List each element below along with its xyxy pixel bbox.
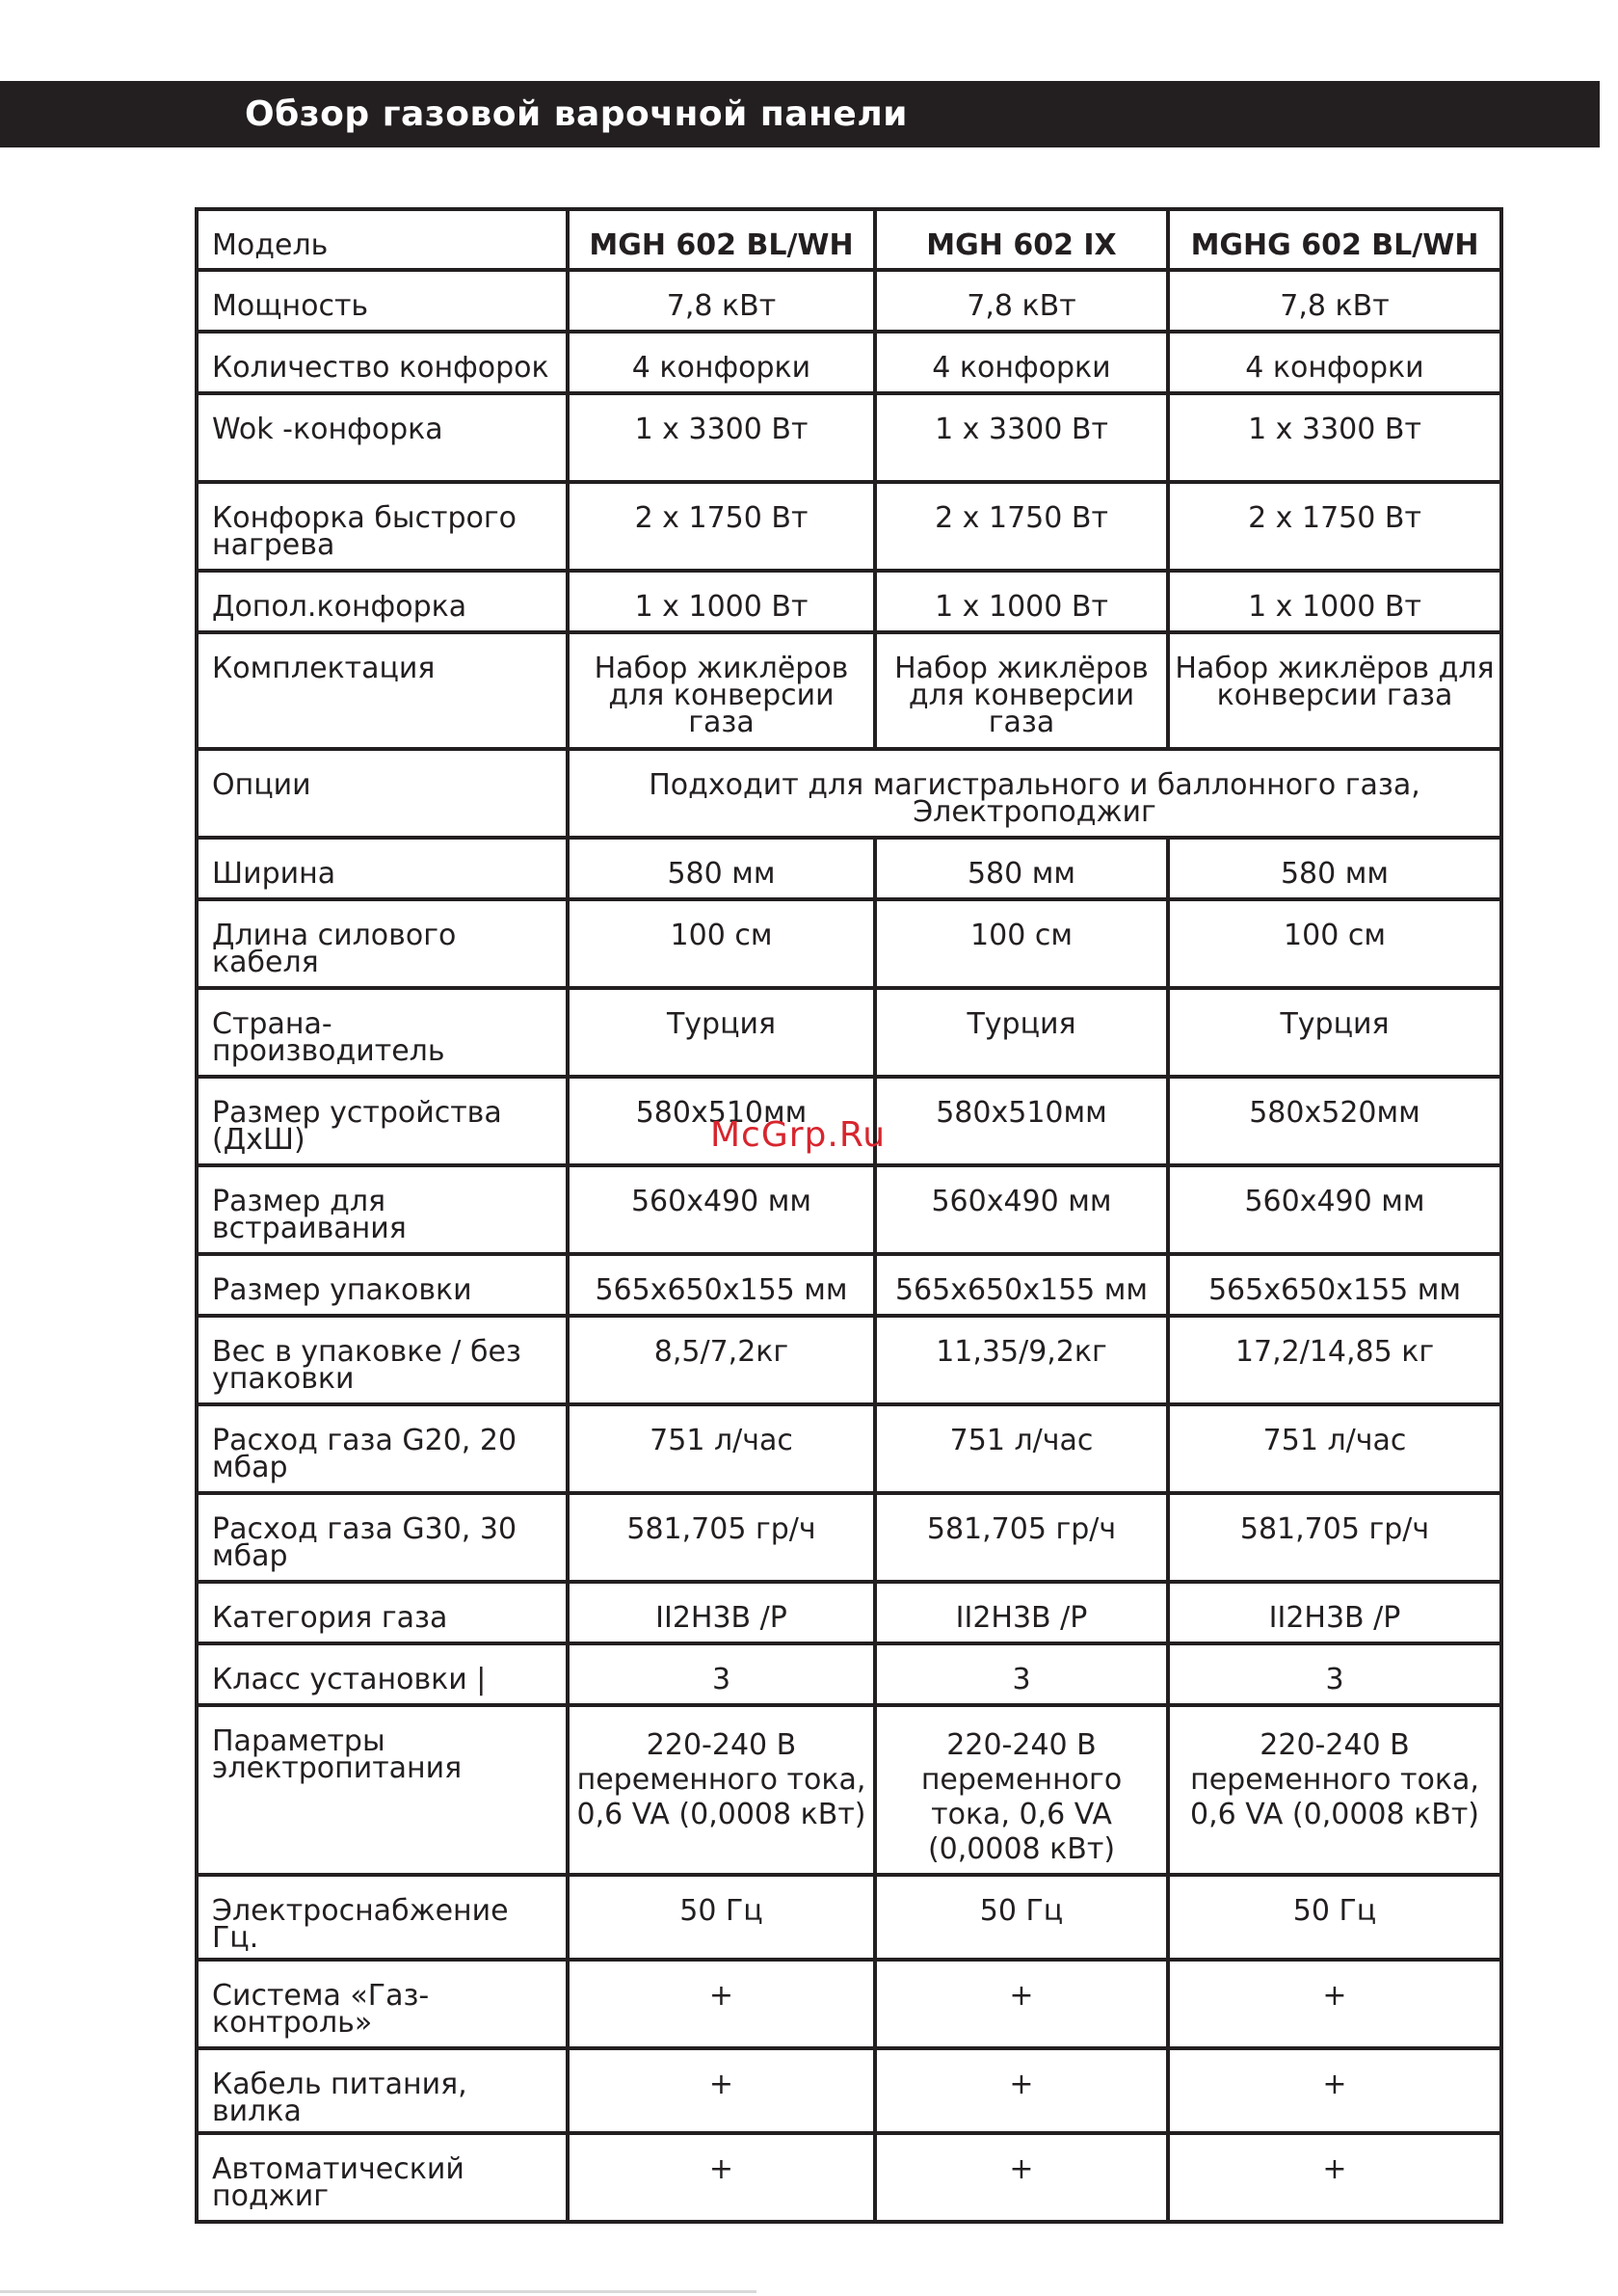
row-label: Параметры электропитания	[197, 1705, 568, 1875]
cell-value: 580x520мм	[1168, 1077, 1501, 1165]
table-row	[197, 1705, 1501, 1875]
cell-value: 4 конфорки	[568, 332, 875, 393]
row-label: Опции	[197, 749, 568, 838]
row-label: Размер устройства (ДхШ)	[197, 1077, 568, 1165]
table-row	[197, 393, 1501, 482]
cell-value: 565x650x155 мм	[1168, 1254, 1501, 1316]
row-label: Длина силового кабеля	[197, 899, 568, 988]
table-row	[197, 1582, 1501, 1643]
cell-value: +	[875, 2048, 1168, 2133]
table-row	[197, 1960, 1501, 2048]
cell-value: 560x490 мм	[875, 1165, 1168, 1254]
cell-value: 220-240 В переменного тока, 0,6 VA (0,0008 кВт)	[1168, 1705, 1501, 1875]
cell-value: 1 x 1000 Вт	[568, 571, 875, 632]
cell-value: 8,5/7,2кг	[568, 1316, 875, 1404]
cell-value: 50 Гц	[875, 1875, 1168, 1960]
table-row	[197, 1493, 1501, 1582]
table-row	[197, 749, 1501, 838]
cell-value: 17,2/14,85 кг	[1168, 1316, 1501, 1404]
cell-value: 581,705 гр/ч	[568, 1493, 875, 1582]
model-name: MGH 602 IX	[875, 209, 1168, 270]
table-row	[197, 332, 1501, 393]
cell-value: 50 Гц	[1168, 1875, 1501, 1960]
row-label: Мощность	[197, 270, 568, 332]
cell-value: 560x490 мм	[1168, 1165, 1501, 1254]
row-label: Категория газа	[197, 1582, 568, 1643]
model-name: MGHG 602 BL/WH	[1168, 209, 1501, 270]
table-row	[197, 1254, 1501, 1316]
cell-value: 7,8 кВт	[875, 270, 1168, 332]
table-row	[197, 2133, 1501, 2222]
row-label: Wok -конфорка	[197, 393, 568, 482]
cell-value: 7,8 кВт	[568, 270, 875, 332]
cell-value: 100 см	[875, 899, 1168, 988]
row-label: Размер упаковки	[197, 1254, 568, 1316]
cell-value: 580 мм	[568, 838, 875, 899]
cell-value: 3	[875, 1643, 1168, 1705]
row-label: Класс установки |	[197, 1643, 568, 1705]
cell-value: 751 л/час	[1168, 1404, 1501, 1493]
cell-value: Турция	[1168, 988, 1501, 1077]
row-label: Кабель питания, вилка	[197, 2048, 568, 2133]
cell-value: 1 x 1000 Вт	[875, 571, 1168, 632]
row-label: Страна-производитель	[197, 988, 568, 1077]
cell-value: 4 конфорки	[1168, 332, 1501, 393]
cell-value: +	[1168, 2133, 1501, 2222]
cell-value: +	[875, 1960, 1168, 2048]
cell-value: +	[1168, 2048, 1501, 2133]
cell-value: II2H3B /P	[1168, 1582, 1501, 1643]
table-row	[197, 1875, 1501, 1960]
cell-value: 581,705 гр/ч	[875, 1493, 1168, 1582]
row-label: Вес в упаковке / без упаковки	[197, 1316, 568, 1404]
cell-value: 581,705 гр/ч	[1168, 1493, 1501, 1582]
row-label: Модель	[197, 209, 568, 270]
cell-value: 100 см	[568, 899, 875, 988]
row-label: Расход газа G30, 30 мбар	[197, 1493, 568, 1582]
cell-value: 565x650x155 мм	[875, 1254, 1168, 1316]
footer-rule	[0, 2290, 756, 2293]
specs-table	[195, 207, 1503, 2224]
cell-value: Набор жиклёров для конверсии газа	[875, 632, 1168, 749]
cell-value: +	[568, 2048, 875, 2133]
table-row	[197, 482, 1501, 571]
cell-value: +	[568, 1960, 875, 2048]
row-label: Система «Газ- контроль»	[197, 1960, 568, 2048]
row-label: Электроснабжение Гц.	[197, 1875, 568, 1960]
cell-value: 100 см	[1168, 899, 1501, 988]
cell-value: +	[1168, 1960, 1501, 2048]
row-label: Количество конфорок	[197, 332, 568, 393]
cell-value: 220-240 В переменного тока, 0,6 VA (0,0008 кВт)	[875, 1705, 1168, 1875]
cell-value: 3	[1168, 1643, 1501, 1705]
row-label: Размер для встраивания	[197, 1165, 568, 1254]
cell-value: II2H3B /P	[568, 1582, 875, 1643]
cell-value: Турция	[568, 988, 875, 1077]
cell-value: 580x510мм	[875, 1077, 1168, 1165]
page-title: Обзор газовой варочной панели	[245, 94, 908, 134]
cell-value: 1 x 3300 Вт	[875, 393, 1168, 482]
cell-value: II2H3B /P	[875, 1582, 1168, 1643]
table-row	[197, 899, 1501, 988]
cell-value: 7,8 кВт	[1168, 270, 1501, 332]
table-row	[197, 988, 1501, 1077]
header-bar	[0, 81, 1600, 147]
table-row	[197, 1404, 1501, 1493]
cell-value: 580 мм	[875, 838, 1168, 899]
cell-value: 11,35/9,2кг	[875, 1316, 1168, 1404]
cell-value: 580x510мм	[568, 1077, 875, 1165]
row-label: Допол.конфорка	[197, 571, 568, 632]
watermark: McGrp.Ru	[710, 1115, 887, 1155]
cell-value: Набор жиклёров для конверсии газа	[1168, 632, 1501, 749]
row-label: Конфорка быстрого нагрева	[197, 482, 568, 571]
table-row	[197, 1316, 1501, 1404]
table-row	[197, 838, 1501, 899]
row-label: Комплектация	[197, 632, 568, 749]
table-row	[197, 1165, 1501, 1254]
cell-value: 2 x 1750 Вт	[875, 482, 1168, 571]
cell-value: 3	[568, 1643, 875, 1705]
cell-value: 751 л/час	[875, 1404, 1168, 1493]
cell-value: 751 л/час	[568, 1404, 875, 1493]
cell-value: +	[568, 2133, 875, 2222]
cell-value: 4 конфорки	[875, 332, 1168, 393]
table-row	[197, 571, 1501, 632]
table-row	[197, 1643, 1501, 1705]
cell-value: 50 Гц	[568, 1875, 875, 1960]
cell-value: Турция	[875, 988, 1168, 1077]
cell-value: 565x650x155 мм	[568, 1254, 875, 1316]
cell-value: 580 мм	[1168, 838, 1501, 899]
row-label: Автоматический поджиг	[197, 2133, 568, 2222]
cell-value: 220-240 В переменного тока, 0,6 VA (0,0008 кВт)	[568, 1705, 875, 1875]
cell-value: Набор жиклёров для конверсии газа	[568, 632, 875, 749]
cell-value: 1 x 3300 Вт	[1168, 393, 1501, 482]
cell-value: 2 x 1750 Вт	[568, 482, 875, 571]
model-name: MGH 602 BL/WH	[568, 209, 875, 270]
options-value: Подходит для магистрального и баллонного газа, Электроподжиг	[568, 749, 1501, 838]
row-label: Расход газа G20, 20 мбар	[197, 1404, 568, 1493]
cell-value: 1 x 1000 Вт	[1168, 571, 1501, 632]
table-row	[197, 632, 1501, 749]
table-row	[197, 2048, 1501, 2133]
cell-value: 560x490 мм	[568, 1165, 875, 1254]
table-header-row	[197, 209, 1501, 270]
cell-value: +	[875, 2133, 1168, 2222]
table-row	[197, 270, 1501, 332]
cell-value: 1 x 3300 Вт	[568, 393, 875, 482]
cell-value: 2 x 1750 Вт	[1168, 482, 1501, 571]
row-label: Ширина	[197, 838, 568, 899]
